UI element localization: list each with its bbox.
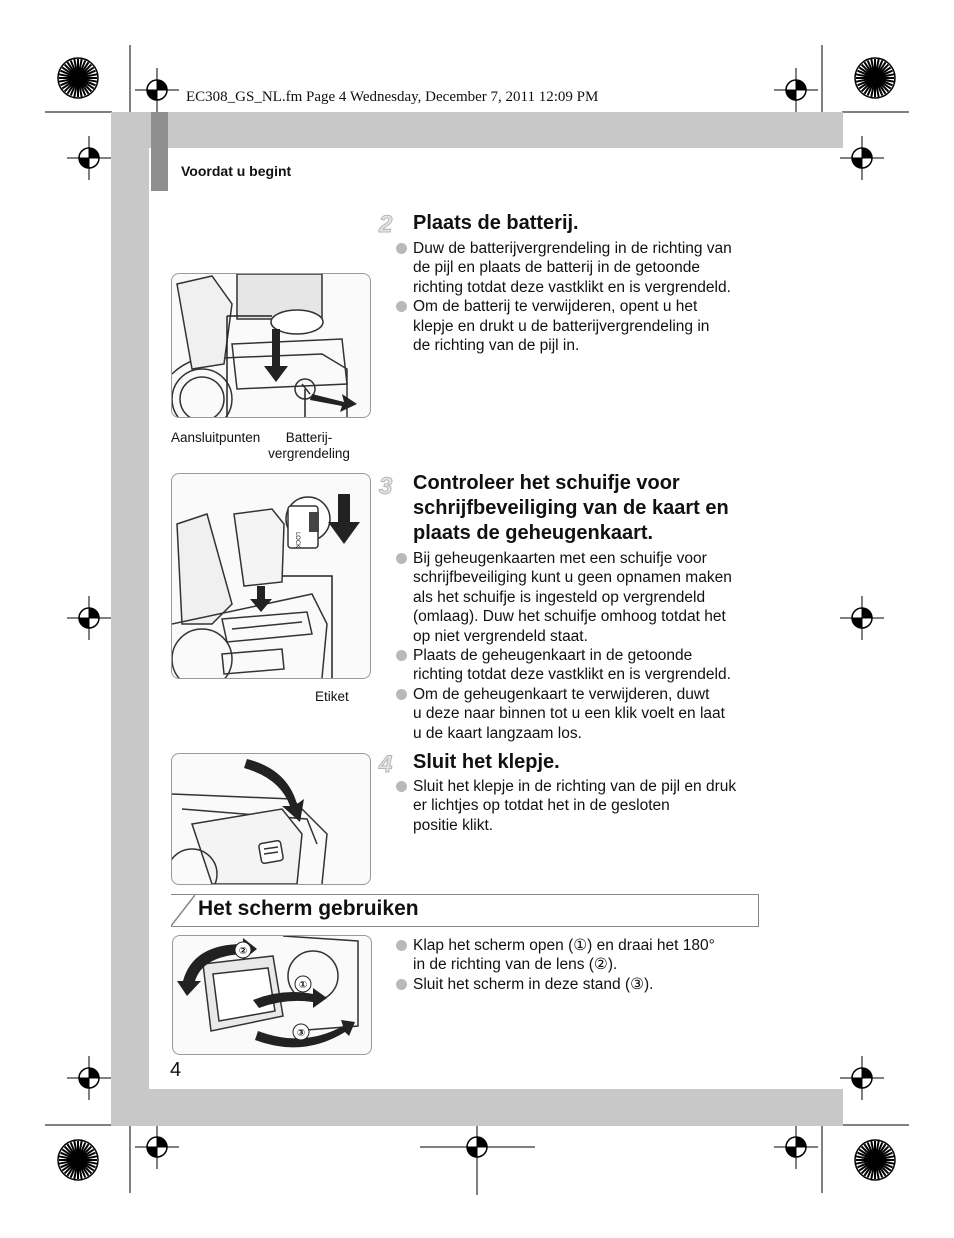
- bullet-item: [395, 549, 765, 646]
- caption-battery-lock: [263, 430, 355, 462]
- bullet-line: Sluit het scherm in deze stand (③).: [413, 975, 654, 993]
- camera-battery-drawing: [172, 274, 370, 417]
- frame-left-band: [111, 112, 149, 1126]
- bullet-line: u deze naar binnen tot u een klik voelt en laat: [413, 705, 725, 723]
- title-line: Sluit het klepje.: [413, 751, 560, 773]
- camera-screen-drawing: [173, 936, 371, 1054]
- bullet-item: [395, 646, 765, 685]
- step-number: 4: [379, 751, 393, 778]
- section-tab: [151, 112, 168, 191]
- bullet-line: klepje en drukt u de batterijvergrendeling in: [413, 317, 710, 335]
- step-bullets: [395, 777, 765, 835]
- caption-line: vergrendeling: [268, 446, 350, 461]
- bullet-line: (omlaag). Duw het schuifje omhoog totdat het: [413, 608, 726, 626]
- section-title: Het scherm gebruiken: [198, 897, 419, 920]
- camera-card-drawing: [172, 474, 370, 678]
- bullet-item: [395, 297, 765, 355]
- bullet-line: Sluit het klepje in de richting van de pijl en druk: [413, 778, 737, 795]
- camera-cover-drawing: [172, 754, 370, 884]
- marker-1: ①: [298, 980, 308, 991]
- bullet-line: als het schuifje is ingesteld op vergrendeld: [413, 588, 706, 606]
- page-number: 4: [170, 1059, 182, 1081]
- caption-line: Batterij-: [285, 430, 333, 445]
- step-title: [413, 471, 773, 546]
- caption-terminals: Aansluitpunten: [171, 430, 261, 445]
- bullet-item: [395, 777, 765, 835]
- lock-text: LOCK: [294, 532, 301, 548]
- bullet-line: op niet vergrendeld staat.: [413, 627, 588, 645]
- memory-card-illustration: [171, 473, 371, 679]
- bullet-line: Plaats de geheugenkaart in de getoonde: [413, 647, 693, 665]
- screen-illustration: [172, 935, 372, 1055]
- bullet-line: Duw de batterijvergrendeling in de richting van: [413, 240, 732, 257]
- bullet-line: de richting van de pijl in.: [413, 337, 580, 355]
- frame-top-band: [111, 112, 843, 148]
- section-label: Voordat u begint: [181, 163, 292, 179]
- bullet-item: [395, 975, 765, 994]
- close-cover-illustration: [171, 753, 371, 885]
- battery-illustration: [171, 273, 371, 418]
- section-banner: [171, 894, 759, 927]
- banner-slant: [171, 895, 195, 926]
- bullet-line: Klap het scherm open (①) en draai het 180°: [413, 937, 715, 954]
- bullet-line: de pijl en plaats de batterij in de getoonde: [413, 259, 700, 277]
- title-line: plaats de geheugenkaart.: [413, 522, 654, 544]
- bullet-line: positie klikt.: [413, 816, 494, 834]
- bullet-line: richting totdat deze vastklikt en is vergrendeld.: [413, 278, 731, 296]
- bullet-line: in de richting van de lens (②).: [413, 956, 618, 974]
- step-bullets: [395, 239, 765, 355]
- bullet-line: u de kaart langzaam los.: [413, 724, 582, 742]
- step-title: [413, 750, 773, 775]
- title-line: Plaats de batterij.: [413, 212, 579, 234]
- frame-bottom-band: [111, 1089, 843, 1126]
- bullet-item: [395, 685, 765, 743]
- caption-label: Etiket: [315, 689, 349, 704]
- bullet-line: er lichtjes op totdat het in de gesloten: [413, 797, 670, 815]
- file-info: EC308_GS_NL.fm Page 4 Wednesday, December 7, 2011 12:09 PM: [186, 89, 599, 105]
- bullet-line: schrijfbeveiliging kunt u geen opnamen maken: [413, 569, 732, 587]
- step-bullets: [395, 549, 765, 743]
- bullet-item: [395, 936, 765, 975]
- step-title: [413, 211, 773, 236]
- marker-2: ②: [238, 946, 248, 957]
- bullet-line: Om de geheugenkaart te verwijderen, duwt: [413, 685, 710, 703]
- bullet-line: richting totdat deze vastklikt en is vergrendeld.: [413, 666, 731, 684]
- bullet-item: [395, 239, 765, 297]
- title-line: schrijfbeveiliging van de kaart en: [413, 497, 729, 519]
- step-number: 3: [379, 473, 393, 500]
- bullet-line: Bij geheugenkaarten met een schuifje voor: [413, 550, 707, 567]
- title-line: Controleer het schuifje voor: [413, 472, 680, 494]
- step-number: 2: [379, 211, 393, 238]
- marker-3: ③: [296, 1028, 306, 1039]
- bullet-line: Om de batterij te verwijderen, opent u het: [413, 298, 698, 316]
- screen-bullets: [395, 936, 765, 994]
